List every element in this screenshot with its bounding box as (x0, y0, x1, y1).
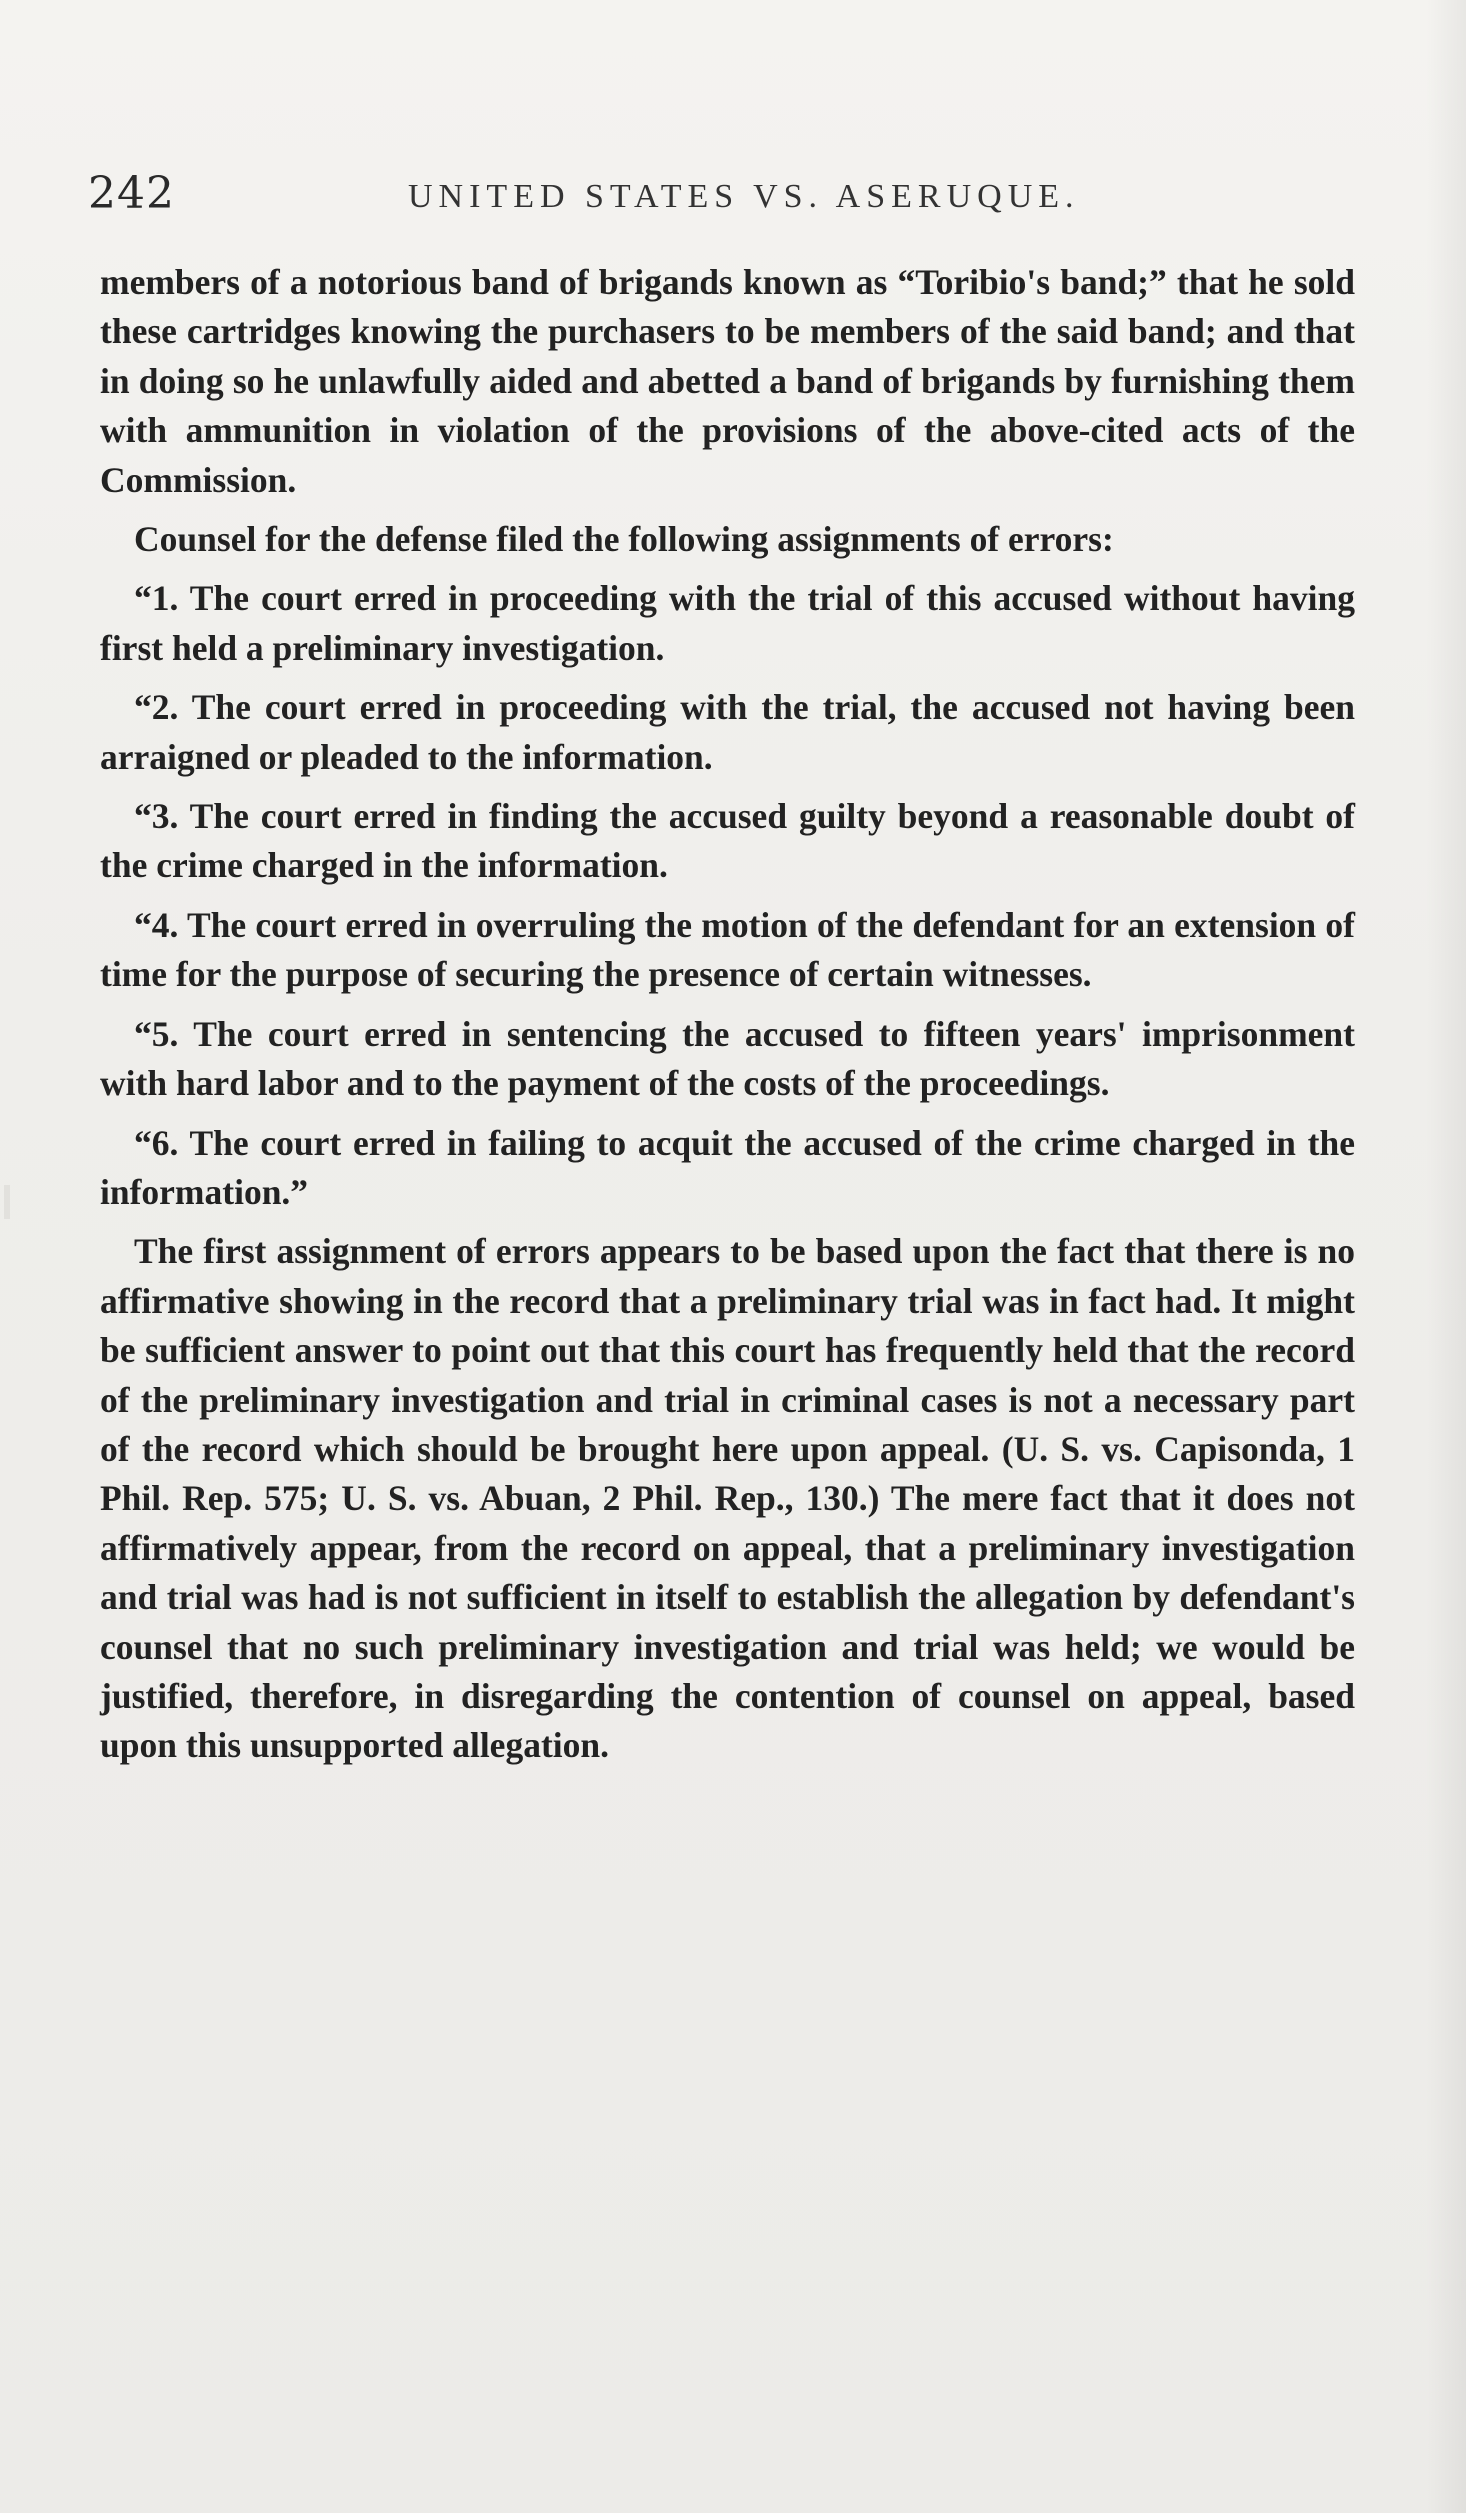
page-edge-shadow (1426, 0, 1466, 2513)
page-number: 242 (88, 168, 175, 219)
paragraph-first-assignment-discussion: The first assignment of errors appears to be based upon the fact that there is no affirmative showing in the record that a preliminary trial was in fact had. It might be sufficient answer to point out that this court has frequently held that the record of the preliminary investigation and trial in criminal cases is not a necessary part of the record which should be brought here upon appeal. (U. S. vs. Capisonda, 1 Phil. Rep. 575; U. S. vs. Abuan, 2 Phil. Rep., 130.) The mere fact that it does not affirmatively appear, from the record on appeal, that a preliminary investigation and trial was had is not sufficient in itself to establish the allegation by defendant's counsel that no such preliminary investigation and trial was held; we would be justified, therefore, in disregarding the contention of counsel on appeal, based upon this unsupported allegation. (100, 1231, 1355, 1766)
body-text (100, 258, 1355, 1781)
running-head: UNITED STATES VS. ASERUQUE. (408, 178, 1080, 215)
page-header (88, 168, 1358, 238)
paragraph-error-5: “5. The court erred in sentencing the accused to fifteen years' imprisonment with hard labor and to the payment of the costs of the proceedings. (100, 1013, 1355, 1104)
paragraph-continuation: members of a notorious band of brigands known as “Toribio's band;” that he sold these cartridges knowing the purchasers to be members of the said band; and that in doing so he unlawfully aided and abetted a band of brigands by furnishing them with ammunition in violation of the provisions of the above-cited acts of the Commission. (100, 262, 1355, 500)
paragraph-error-4: “4. The court erred in overruling the motion of the defendant for an extension of time for the purpose of securing the presence of certain witnesses. (100, 904, 1355, 995)
scan-margin-mark (4, 1185, 10, 1219)
paragraph-counsel-assignments: Counsel for the defense filed the following assignments of errors: (134, 519, 1114, 560)
paragraph-error-3: “3. The court erred in finding the accused guilty beyond a reasonable doubt of the crime charged in the information. (100, 796, 1355, 886)
paragraph-error-6: “6. The court erred in failing to acquit the accused of the crime charged in the information.” (100, 1122, 1355, 1212)
paragraph-error-2: “2. The court erred in proceeding with the trial, the accused not having been arraigned or pleaded to the information. (100, 687, 1355, 777)
paragraph-error-1: “1. The court erred in proceeding with the trial of this accused without having first held a preliminary investigation. (100, 578, 1355, 668)
